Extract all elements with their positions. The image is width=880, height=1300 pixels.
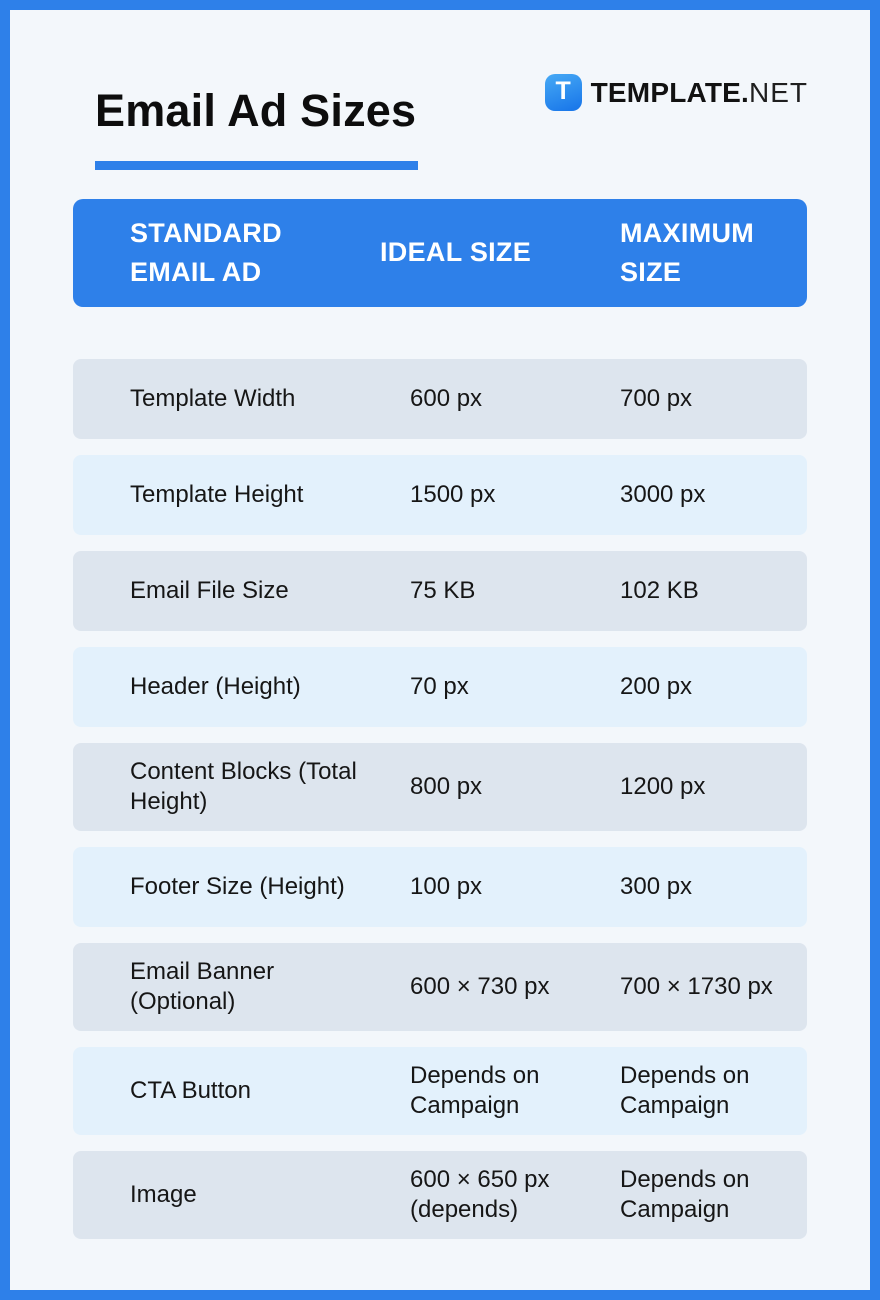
header-standard-email-ad: STANDARD EMAIL AD (130, 217, 282, 287)
header-ideal-size: IDEAL SIZE (380, 237, 532, 267)
table-row (73, 647, 807, 727)
row-max-size: 200 px (620, 672, 693, 700)
title-underline (95, 161, 418, 170)
row-label: Content Blocks (Total Height) (130, 757, 357, 815)
header-maximum-size: MAXIMUM SIZE (620, 217, 755, 287)
brand-name-bold: TEMPLATE. (590, 76, 749, 108)
row-max-size: Depends on Campaign (620, 1165, 750, 1223)
brand-name (591, 77, 808, 109)
table-row (73, 359, 807, 439)
table-row (73, 455, 807, 535)
row-label: Image (130, 1180, 197, 1208)
row-label: Header (Height) (130, 672, 301, 700)
brand-name-light: NET (749, 76, 808, 108)
row-label: Template Width (130, 384, 296, 412)
row-label: CTA Button (130, 1076, 251, 1104)
table-row (73, 943, 807, 1031)
row-ideal-size: 600 × 650 px (depends) (410, 1165, 550, 1223)
row-max-size: 1200 px (620, 772, 706, 800)
brand-logo (545, 74, 808, 111)
row-max-size: 700 px (620, 384, 693, 412)
row-ideal-size: 600 px (410, 384, 483, 412)
row-max-size: 3000 px (620, 480, 706, 508)
row-ideal-size: 100 px (410, 872, 483, 900)
page-title: Email Ad Sizes (95, 85, 417, 136)
table-row (73, 743, 807, 831)
row-max-size: 102 KB (620, 576, 699, 604)
email-ad-sizes-table (73, 199, 807, 1239)
table-header-row (73, 199, 807, 307)
row-ideal-size: 600 × 730 px (410, 972, 550, 1000)
row-ideal-size: Depends on Campaign (410, 1061, 540, 1119)
table-body (73, 359, 807, 1239)
table-row (73, 1047, 807, 1135)
row-ideal-size: 70 px (410, 672, 469, 700)
row-label: Email File Size (130, 576, 289, 604)
row-max-size: 300 px (620, 872, 693, 900)
row-label: Template Height (130, 480, 304, 508)
row-ideal-size: 1500 px (410, 480, 496, 508)
row-label: Footer Size (Height) (130, 872, 345, 900)
brand-t-icon: T (545, 74, 582, 111)
row-ideal-size: 800 px (410, 772, 483, 800)
row-max-size: Depends on Campaign (620, 1061, 750, 1119)
row-label: Email Banner (Optional) (130, 957, 275, 1015)
table-row (73, 1151, 807, 1239)
row-ideal-size: 75 KB (410, 576, 476, 604)
row-max-size: 700 × 1730 px (620, 972, 773, 1000)
table-row (73, 847, 807, 927)
table-row (73, 551, 807, 631)
